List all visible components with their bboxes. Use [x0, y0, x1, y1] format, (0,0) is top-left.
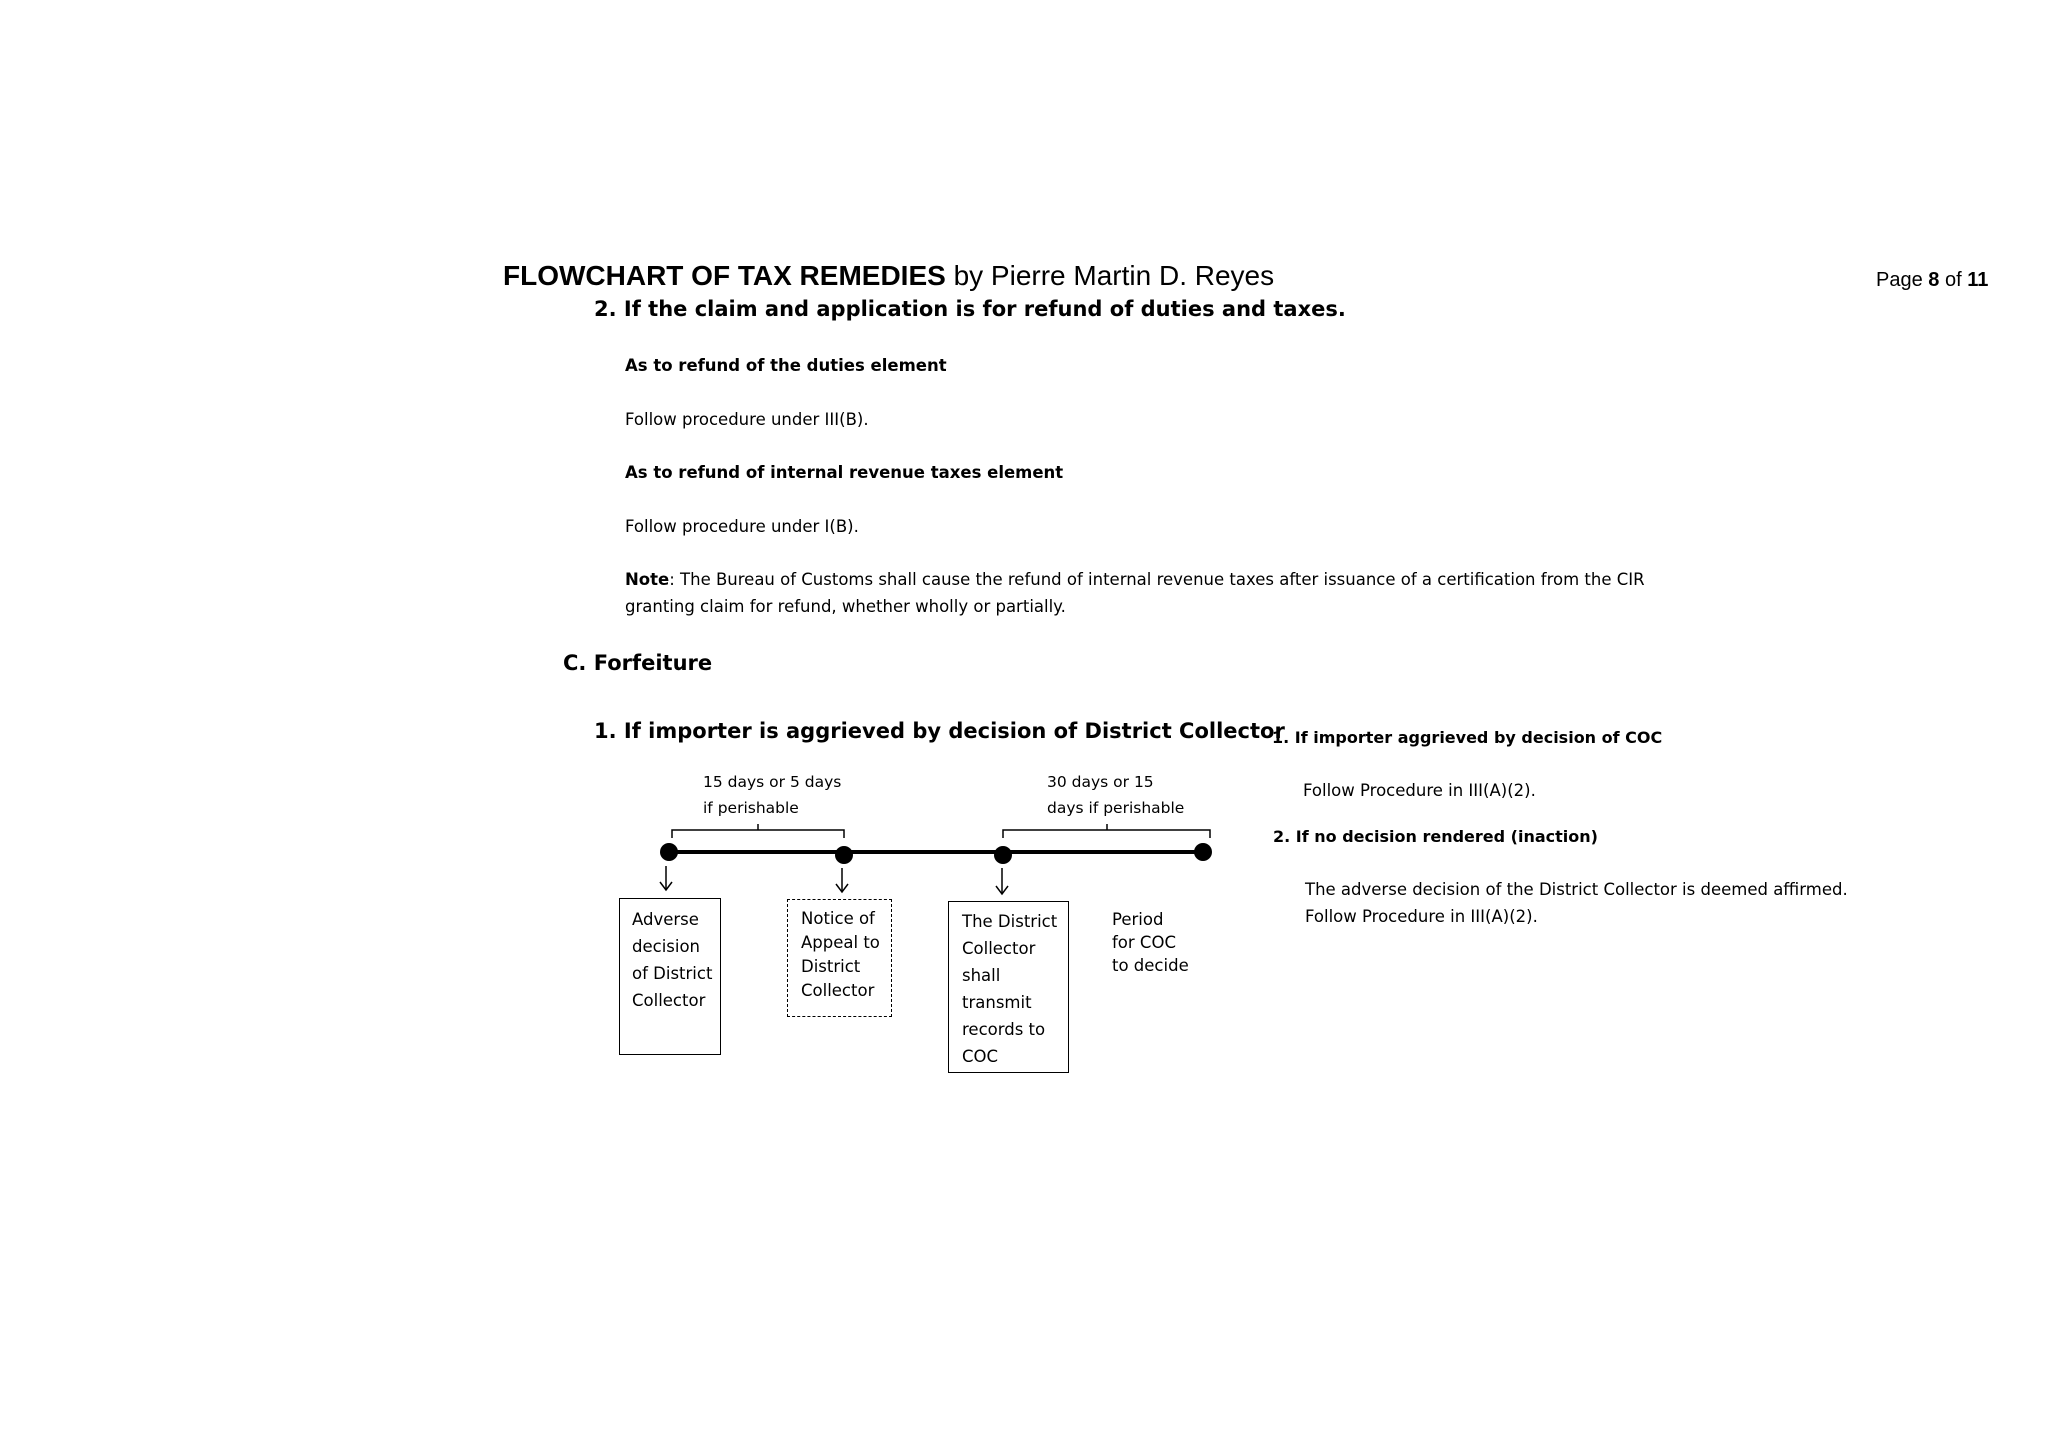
page-current: 8	[1928, 269, 1940, 291]
coc-decision-text: Follow Procedure in III(A)(2).	[1303, 781, 1536, 800]
coc-period-label: Period for COC to decide	[1112, 910, 1189, 975]
section-c-heading: C. Forfeiture	[563, 651, 713, 675]
inaction-text-1: The adverse decision of the District Collector is deemed affirmed.	[1305, 880, 1848, 899]
notice-of-appeal-box: Notice of Appeal to District Collector	[787, 899, 892, 1017]
period-1-bracket	[672, 830, 844, 838]
internal-revenue-text: Follow procedure under I(B).	[625, 517, 859, 536]
timeline-node-2	[835, 846, 853, 864]
note-line-1: : The Bureau of Customs shall cause the refund of internal revenue taxes after issuance of a certification from the CIR	[669, 570, 1645, 589]
timeline-node-4	[1194, 843, 1212, 861]
timeline-node-1	[660, 843, 678, 861]
adverse-decision-box: Adverse decision of District Collector	[619, 898, 721, 1055]
forfeiture-item1-heading: 1. If importer is aggrieved by decision of District Collector	[594, 719, 1285, 743]
transmit-records-box: The District Collector shall transmit records to COC	[948, 901, 1069, 1073]
period-2-label: 30 days or 15 days if perishable	[1047, 773, 1185, 817]
inaction-heading: 2. If no decision rendered (inaction)	[1273, 827, 1598, 846]
coc-decision-heading: 1. If importer aggrieved by decision of COC	[1272, 728, 1663, 747]
period-2-bracket	[1003, 830, 1210, 838]
note-line-2: granting claim for refund, whether wholly or partially.	[625, 597, 1066, 616]
duties-subheading: As to refund of the duties element	[625, 356, 947, 375]
section-b2-heading: 2. If the claim and application is for refund of duties and taxes.	[594, 297, 1346, 321]
document-author: by Pierre Martin D. Reyes	[945, 260, 1275, 291]
period-1-label: 15 days or 5 days if perishable	[703, 773, 842, 817]
page-total: 11	[1967, 269, 1989, 291]
duties-text: Follow procedure under III(B).	[625, 410, 869, 429]
page-number: Page 8 of 11	[1876, 269, 1989, 291]
note-label: Note	[625, 570, 670, 589]
internal-revenue-subheading: As to refund of internal revenue taxes element	[625, 463, 1064, 482]
document-title-bold: FLOWCHART OF TAX REMEDIES	[503, 260, 946, 291]
inaction-text-2: Follow Procedure in III(A)(2).	[1305, 907, 1538, 926]
timeline-node-3	[994, 846, 1012, 864]
